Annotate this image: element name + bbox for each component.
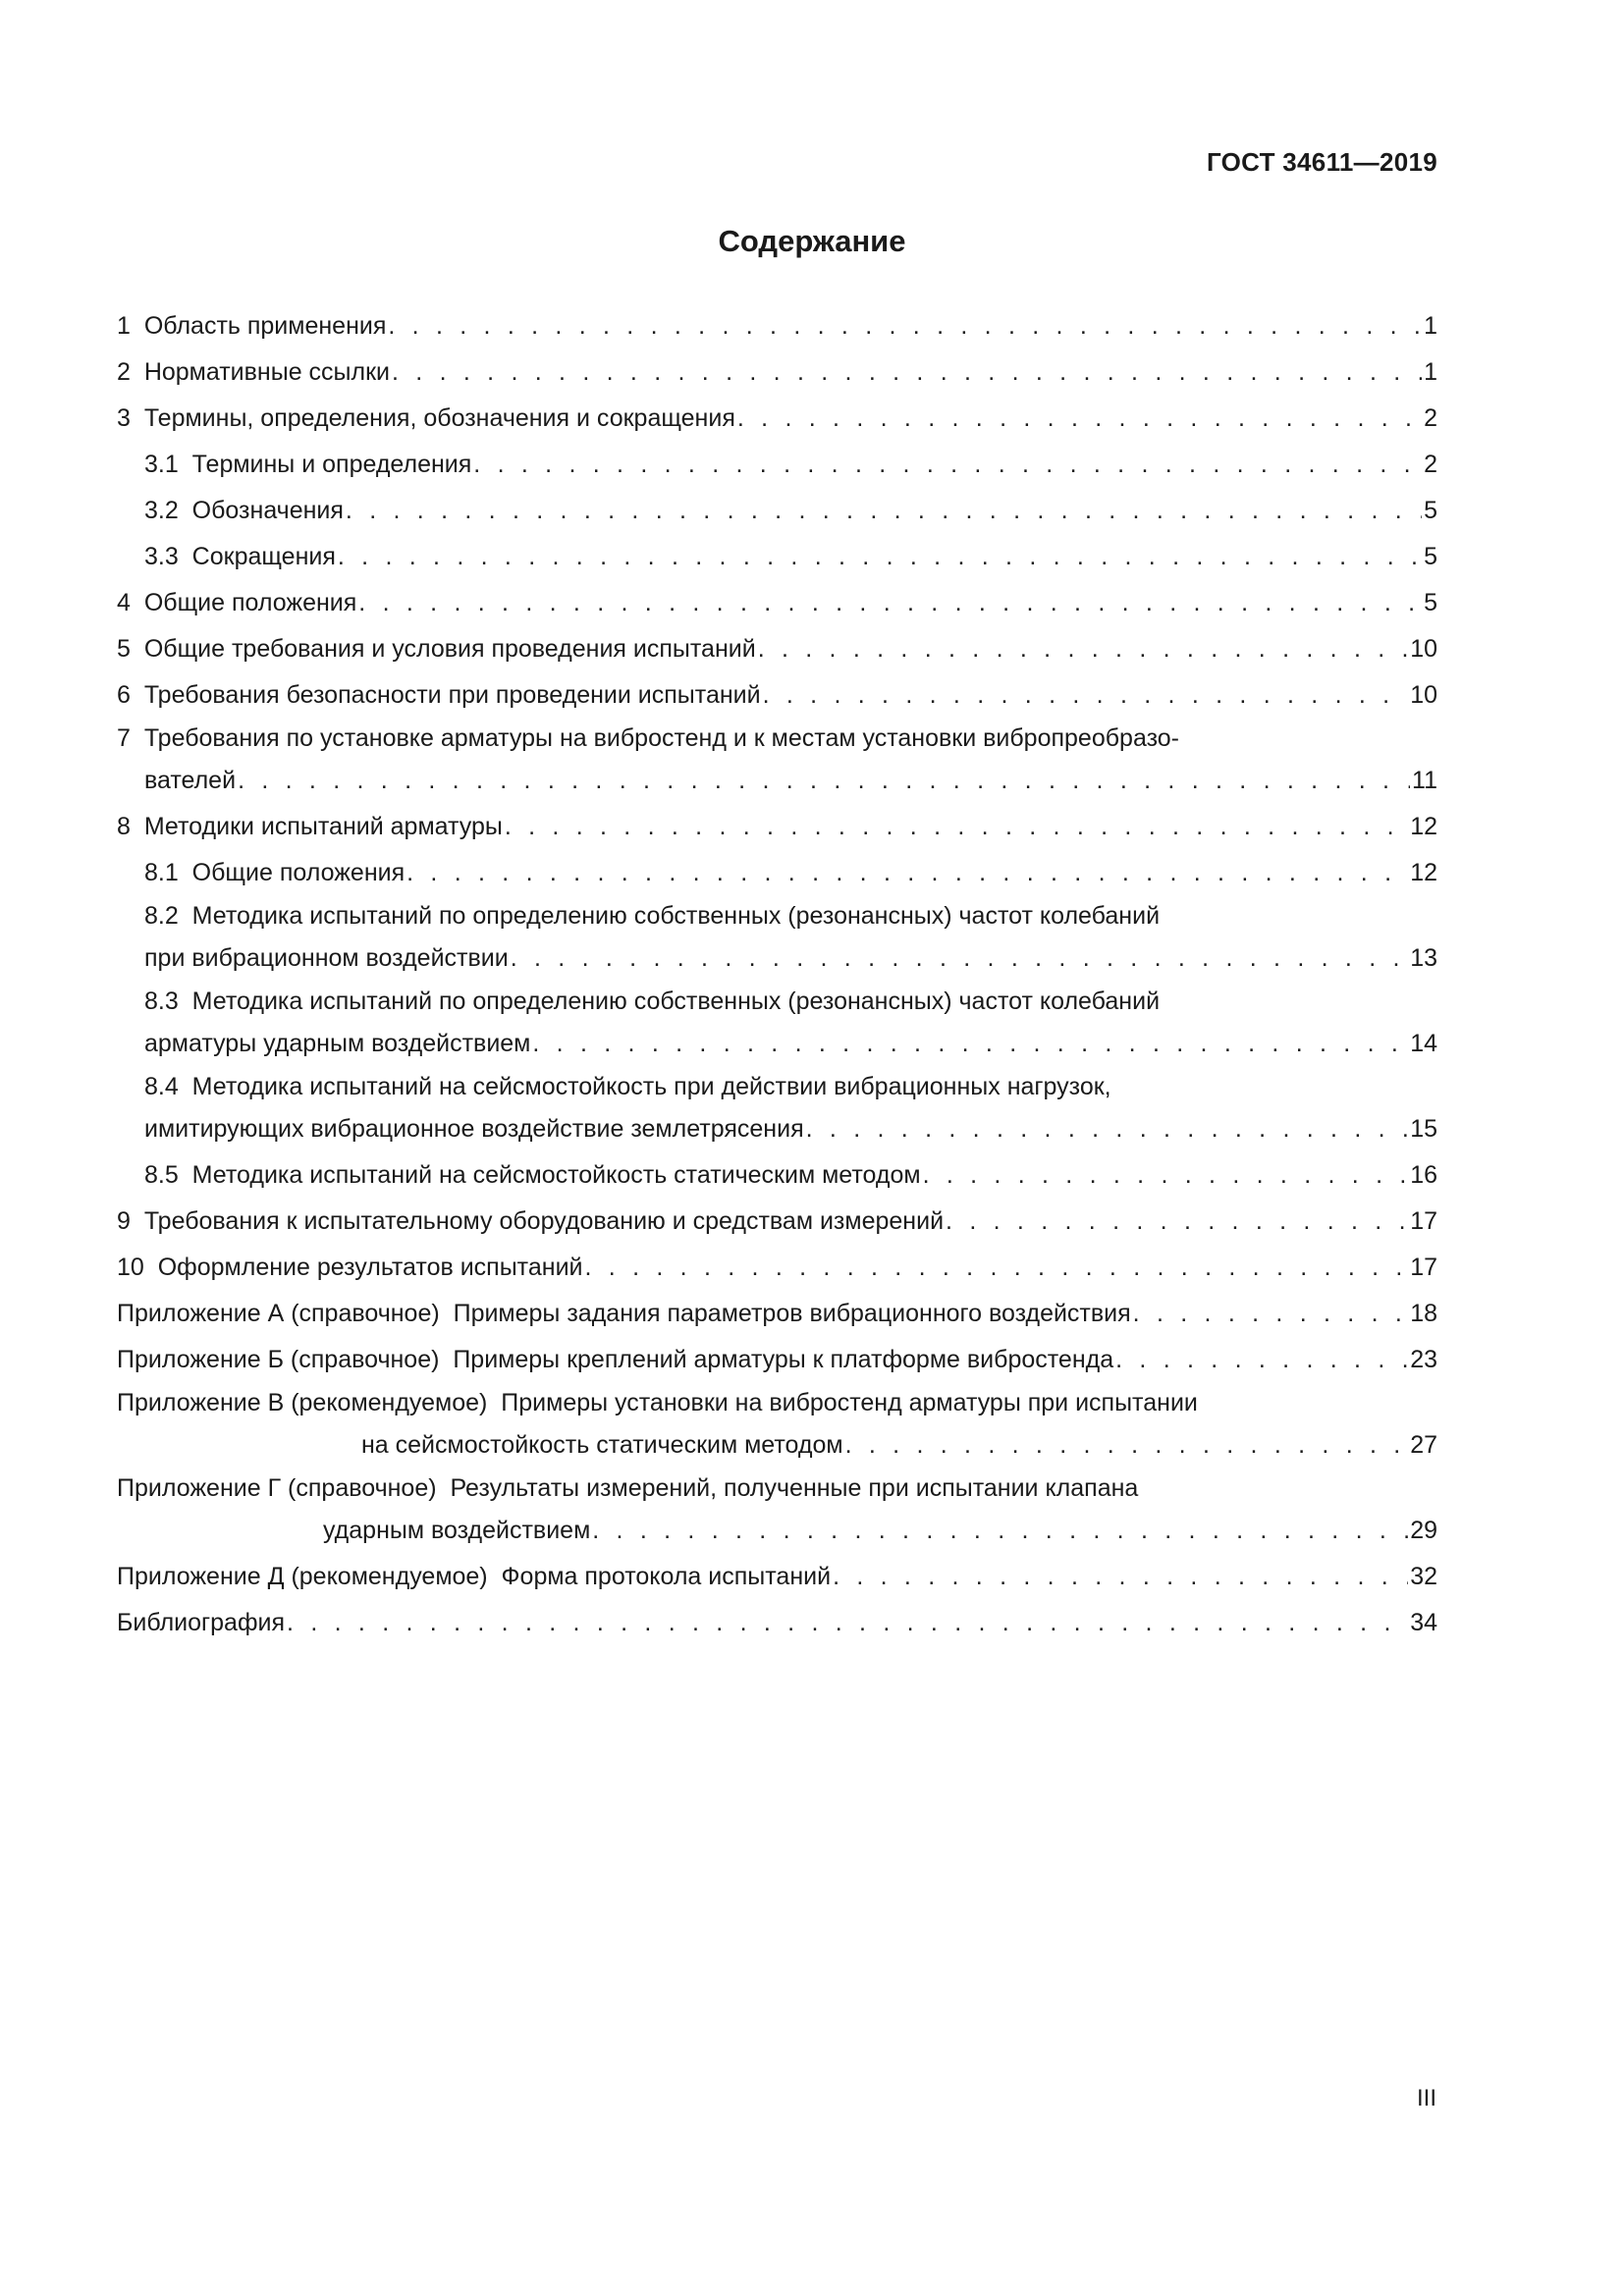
toc-entry-number: 8	[117, 813, 131, 840]
toc-entry-page: 15	[1410, 1115, 1437, 1143]
toc-entry-number: 7	[117, 724, 131, 752]
toc-entry-title: Библиография	[117, 1609, 286, 1636]
toc-entry-number: 10	[117, 1254, 144, 1281]
leader-dots	[833, 1554, 1408, 1600]
toc-entry-page: 5	[1424, 497, 1437, 524]
toc-entry-page: 13	[1410, 944, 1437, 972]
toc-entry-number: 2	[117, 358, 131, 386]
toc-entry-page: 10	[1410, 681, 1437, 709]
toc-entry-page: 16	[1410, 1161, 1437, 1189]
toc-entry-number: 3.3	[144, 543, 179, 570]
toc-entry-title: Форма протокола испытаний	[501, 1563, 832, 1590]
toc-entry-appendix-a[interactable]	[117, 1291, 1437, 1337]
toc-entry-title: Область применения	[143, 312, 387, 340]
toc-entry-3[interactable]	[117, 396, 1437, 442]
leader-dots	[392, 349, 1422, 396]
toc-title: Содержание	[718, 224, 906, 258]
toc-entry-9[interactable]	[117, 1199, 1437, 1245]
appendix-label: Приложение А (справочное)	[117, 1300, 440, 1327]
toc-entry-title-line1: Примеры установки на вибростенд арматуры при испытании	[501, 1389, 1198, 1416]
toc-entry-page: 14	[1410, 1030, 1437, 1057]
toc-entry-page: 1	[1424, 312, 1437, 340]
toc-entry-page: 32	[1410, 1563, 1437, 1590]
toc-entry-1[interactable]	[117, 303, 1437, 349]
toc-entry-title-line1: Требования по установке арматуры на вибростенд и к местам установки вибропреобразо-	[143, 724, 1179, 752]
toc-entry-6[interactable]	[117, 672, 1437, 719]
toc-entry-title: Примеры задания параметров вибрационного воздействия	[453, 1300, 1131, 1327]
toc-entry-title-line2: вателей	[144, 767, 237, 794]
toc-entry-8-2[interactable]	[117, 896, 1437, 982]
toc-entry-number: 3.2	[144, 497, 179, 524]
toc-entry-number: 3.1	[144, 451, 179, 478]
toc-entry-number: 8.5	[144, 1161, 179, 1189]
toc-entry-appendix-d[interactable]	[117, 1554, 1437, 1600]
document-code: ГОСТ 34611—2019	[1206, 147, 1437, 177]
toc-entry-title: Сокращения	[191, 543, 336, 570]
leader-dots	[358, 580, 1422, 626]
toc-entry-3-2[interactable]	[117, 488, 1437, 534]
toc-entry-number: 6	[117, 681, 131, 709]
leader-dots	[806, 1106, 1409, 1152]
leader-dots	[511, 935, 1408, 982]
leader-dots	[1115, 1337, 1408, 1383]
toc-entry-page: 5	[1424, 589, 1437, 616]
toc-entry-title: Общие положения	[143, 589, 357, 616]
toc-entry-page: 29	[1410, 1517, 1437, 1544]
toc-entry-page: 23	[1410, 1346, 1437, 1373]
leader-dots	[737, 396, 1422, 442]
toc-entry-10[interactable]	[117, 1245, 1437, 1291]
toc-entry-5[interactable]	[117, 626, 1437, 672]
toc-entry-title-line2: ударным воздействием	[323, 1517, 591, 1544]
toc-entry-title-line2: при вибрационном воздействии	[144, 944, 509, 972]
toc-entry-title: Требования безопасности при проведении испытаний	[143, 681, 761, 709]
leader-dots	[346, 488, 1422, 534]
toc-entry-title: Примеры креплений арматуры к платформе вибростенда	[453, 1346, 1114, 1373]
toc-entry-page: 27	[1410, 1431, 1437, 1459]
leader-dots	[1133, 1291, 1409, 1337]
toc-entry-appendix-b[interactable]	[117, 1337, 1437, 1383]
toc-entry-8-1[interactable]	[117, 850, 1437, 896]
appendix-label: Приложение Д (рекомендуемое)	[117, 1563, 488, 1590]
toc-entry-number: 8.1	[144, 859, 179, 886]
leader-dots	[532, 1021, 1408, 1067]
toc-entry-number: 3	[117, 404, 131, 432]
leader-dots	[505, 804, 1408, 850]
toc-entry-8-4[interactable]	[117, 1067, 1437, 1152]
toc-entry-3-3[interactable]	[117, 534, 1437, 580]
leader-dots	[923, 1152, 1409, 1199]
toc-entry-page: 17	[1410, 1254, 1437, 1281]
toc-entry-title: Обозначения	[191, 497, 344, 524]
toc-entry-title-line1: Методика испытаний по определению собственных (резонансных) частот колебаний	[191, 902, 1161, 930]
toc-entry-title: Общие положения	[191, 859, 406, 886]
toc-entry-number: 1	[117, 312, 131, 340]
toc-entry-title-line2: на сейсмостойкость статическим методом	[361, 1431, 843, 1459]
toc-entry-title: Термины и определения	[191, 451, 472, 478]
toc-entry-number: 8.4	[144, 1073, 179, 1100]
leader-dots	[238, 758, 1410, 804]
leader-dots	[388, 303, 1422, 349]
toc-entry-page: 12	[1410, 859, 1437, 886]
leader-dots	[585, 1245, 1409, 1291]
toc-entry-page: 2	[1424, 404, 1437, 432]
toc-entry-title: Оформление результатов испытаний	[157, 1254, 583, 1281]
toc-entry-appendix-g[interactable]	[117, 1468, 1437, 1554]
toc-entry-appendix-v[interactable]	[117, 1383, 1437, 1468]
toc-entry-number: 8.3	[144, 988, 179, 1015]
toc-entry-8[interactable]	[117, 804, 1437, 850]
toc-entry-title-line1: Результаты измерений, полученные при испытании клапана	[450, 1474, 1139, 1502]
appendix-label: Приложение В (рекомендуемое)	[117, 1389, 488, 1416]
toc-entry-page: 18	[1410, 1300, 1437, 1327]
toc-entry-title: Требования к испытательному оборудованию и средствам измерений	[143, 1207, 945, 1235]
toc-entry-page: 11	[1412, 767, 1437, 794]
toc-entry-title-line2: арматуры ударным воздействием	[144, 1030, 531, 1057]
toc-entry-page: 10	[1410, 635, 1437, 663]
toc-entry-4[interactable]	[117, 580, 1437, 626]
leader-dots	[592, 1508, 1408, 1554]
toc-entry-title: Методики испытаний арматуры	[143, 813, 503, 840]
toc-entry-2[interactable]	[117, 349, 1437, 396]
toc-entry-page: 5	[1424, 543, 1437, 570]
toc-entry-page: 17	[1410, 1207, 1437, 1235]
leader-dots	[845, 1422, 1409, 1468]
appendix-label: Приложение Г (справочное)	[117, 1474, 437, 1502]
toc-entry-number: 9	[117, 1207, 131, 1235]
toc-entry-8-5[interactable]	[117, 1152, 1437, 1199]
toc-entry-title-line1: Методика испытаний по определению собственных (резонансных) частот колебаний	[191, 988, 1161, 1015]
toc-entry-title: Термины, определения, обозначения и сокращения	[143, 404, 735, 432]
leader-dots	[946, 1199, 1408, 1245]
appendix-label: Приложение Б (справочное)	[117, 1346, 440, 1373]
leader-dots	[338, 534, 1422, 580]
toc-entry-number: 5	[117, 635, 131, 663]
table-of-contents	[117, 303, 1437, 1646]
toc-entry-number: 4	[117, 589, 131, 616]
toc-entry-title-line2: имитирующих вибрационное воздействие землетрясения	[144, 1115, 804, 1143]
toc-entry-title: Нормативные ссылки	[143, 358, 390, 386]
leader-dots	[287, 1600, 1408, 1646]
leader-dots	[406, 850, 1408, 896]
toc-entry-title: Общие требования и условия проведения испытаний	[143, 635, 756, 663]
toc-entry-page: 12	[1410, 813, 1437, 840]
toc-entry-page: 34	[1410, 1609, 1437, 1636]
toc-entry-bibliography[interactable]	[117, 1600, 1437, 1646]
toc-entry-8-3[interactable]	[117, 982, 1437, 1067]
leader-dots	[758, 626, 1409, 672]
leader-dots	[763, 672, 1409, 719]
toc-entry-number: 8.2	[144, 902, 179, 930]
toc-entry-title-line1: Методика испытаний на сейсмостойкость при действии вибрационных нагрузок,	[191, 1073, 1111, 1100]
toc-entry-title: Методика испытаний на сейсмостойкость статическим методом	[191, 1161, 921, 1189]
toc-entry-3-1[interactable]	[117, 442, 1437, 488]
leader-dots	[473, 442, 1422, 488]
page-number: III	[1416, 2085, 1436, 2111]
toc-entry-page: 1	[1424, 358, 1437, 386]
toc-entry-7[interactable]	[117, 719, 1437, 804]
toc-entry-page: 2	[1424, 451, 1437, 478]
